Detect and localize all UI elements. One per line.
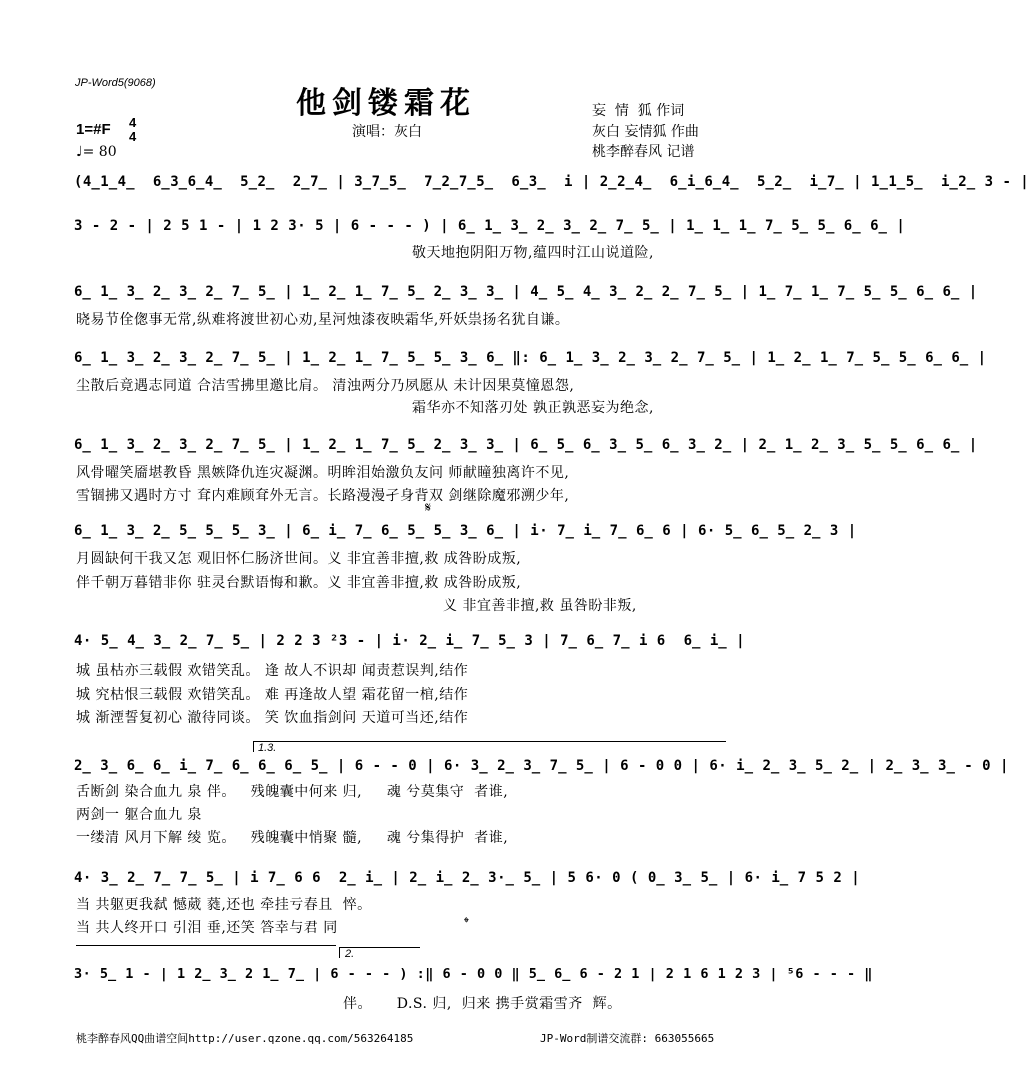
time-signature-bottom: 4 [129, 129, 137, 144]
song-title: 他剑镂霜花 [296, 86, 476, 121]
lyric-line-9-2: 当 共人终开口 引泪 垂,还笑 答幸与君 同 [76, 920, 338, 936]
composer-credit: 灰白 妄情狐 作曲 [592, 124, 699, 140]
footer-right: JP-Word制谱交流群: 663055665 [540, 1032, 715, 1045]
lyric-line-4-2: 霜华亦不知落刃处 孰正孰恶妄为绝念, [412, 400, 654, 416]
coda-sign: 𝄌 [464, 915, 469, 931]
volta-label-second: 2. [345, 948, 355, 960]
lyric-line-6-3: 义 非宜善非擅,救 虽咎盼非叛, [443, 598, 637, 614]
notation-line-8: 2̲ 3̲ 6̲ 6̲ i̲ 7̲ 6̲ 6̲ 6̲ 5̲ | 6 - - 0 | 6· 3̲ 2̲ 3̲ 7̲ 5̲ | 6 - 0 0 | 6· i̲ 2̲ 3̲ 5̲ 2̲ | 2̲ 3̲ 3̲ - 0 | [74, 758, 1009, 774]
volta-bracket-first [253, 741, 726, 752]
transcriber-credit: 桃李醉春风 记谱 [592, 144, 695, 160]
key-signature: 1=#F [76, 121, 111, 138]
lyric-line-9-1: 当 共躯更我弑 憾葳 蕤,还也 牵挂亏春且 悴。 [76, 897, 372, 913]
lyric-line-10-1: 伴。 D.S. 归, 归来 携手赏霜雪齐 辉。 [343, 996, 622, 1012]
lyric-line-6-1: 月圆缺何干我又怎 观旧怀仁肠济世间。义 非宜善非擅,救 成咎盼成叛, [76, 551, 522, 567]
lyric-line-7-1: 城 虽枯亦三载假 欢错笑乱。 逢 故人不识却 闻责惹误判,结作 [76, 663, 469, 679]
lyricist-credit: 妄 情 狐 作词 [592, 103, 685, 119]
notation-line-9: 4· 3̲ 2̲ 7̲ 7̲ 5̲ | i 7̲ 6 6 2̲ i̲ | 2̲ i̲ 2̲ 3·̲ 5̲ | 5 6· 0 ( 0̲ 3̲ 5̲ | 6· i̲ 7 5 2 | [74, 870, 861, 886]
notation-line-1: (4̲1̲4̲ 6̲3̲6̲4̲ 5̲2̲ 2̲7̲ | 3̲7̲5̲ 7̲2̲7̲5̲ 6̲3̲ i | 2̲2̲4̲ 6̲i̲6̲4̲ 5̲2̲ i̲7̲ | 1̲1̲5̲ i̲2̲ 3 - | [74, 174, 1029, 190]
lyric-line-4-1: 尘散后竟遇志同道 合洁雪拂里邀比肩。 清浊两分乃夙愿从 未计因果莫憧恩怨, [76, 378, 575, 394]
notation-line-5: 6̲ 1̲ 3̲ 2̲ 3̲ 2̲ 7̲ 5̲ | 1̲ 2̲ 1̲ 7̲ 5̲ 2̲ 3̲ 3̲ | 6̲ 5̲ 6̲ 3̲ 5̲ 6̲ 3̲ 2̲ | 2̲ 1̲ 2̲ 3̲ 5̲ 5̲ 6̲ 6̲ | [74, 437, 978, 453]
notation-line-3: 6̲ 1̲ 3̲ 2̲ 3̲ 2̲ 7̲ 5̲ | 1̲ 2̲ 1̲ 7̲ 5̲ 2̲ 3̲ 3̲ | 4̲ 5̲ 4̲ 3̲ 2̲ 2̲ 7̲ 5̲ | 1̲ 7̲ 1̲ 7̲ 5̲ 5̲ 6̲ 6̲ | [74, 284, 978, 300]
notation-line-4: 6̲ 1̲ 3̲ 2̲ 3̲ 2̲ 7̲ 5̲ | 1̲ 2̲ 1̲ 7̲ 5̲ 5̲ 3̲ 6̲ ‖: 6̲ 1̲ 3̲ 2̲ 3̲ 2̲ 7̲ 5̲ | 1̲ 2̲ 1̲ 7̲ 5̲ 5̲ 6̲ 6̲ | [74, 350, 987, 366]
lyric-line-5-2: 雪锢拂又遇时方寸 耷内难顾耷外无言。长路漫漫孑身背双 剑继除魔邪溯少年, [76, 488, 570, 504]
lyric-line-8-1: 舌断剑 染合血九 泉 伴。 残魄囊中何来 归, 魂 兮莫集守 者谁, [76, 784, 509, 800]
notation-line-10: 3· 5̲ 1 - | 1 2̲ 3̲ 2 1̲ 7̲ | 6 - - - ) :‖ 6 - 0 0 ‖ 5̲ 6̲ 6 - 2 1 | 2 1 6 1 2 3 | ⁵6 - - - ‖ [74, 966, 873, 982]
lyric-line-3-1: 晓易节佺偬事无常,纵难将渡世初心劝,星河烛漆夜映霜华,歼妖祟扬名犹自谦。 [76, 312, 570, 328]
notation-line-2: 3 - 2 - | 2 5 1 - | 1 2 3· 5 | 6 - - - ) | 6̲ 1̲ 3̲ 2̲ 3̲ 2̲ 7̲ 5̲ | 1̲ 1̲ 1̲ 7̲ 5̲ 5̲ 6̲ 6̲ | [74, 218, 906, 234]
volta-label-first: 1.3. [258, 742, 277, 754]
lyric-line-7-2: 城 究枯恨三载假 欢错笑乱。 难 再逢故人望 霜花留一棺,结作 [76, 687, 469, 703]
time-signature-top: 4 [129, 115, 137, 130]
tempo-marking: ♩= 80 [76, 144, 117, 160]
notation-line-7: 4· 5̲ 4̲ 3̲ 2̲ 7̲ 5̲ | 2 2 3 ²3 - | i· 2̲ i̲ 7̲ 5̲ 3 | 7̲ 6̲ 7̲ i 6 6̲ i̲ | [74, 633, 746, 649]
slur-line [76, 945, 336, 946]
lyric-line-7-3: 城 渐湮誓复初心 澈待同谈。 笑 饮血指剑问 天道可当还,结作 [76, 710, 469, 726]
lyric-line-8-3: 一缕清 风月下解 绫 览。 残魄囊中悄聚 髓, 魂 兮集得护 者谁, [76, 830, 509, 846]
singer-credit: 演唱：灰白 [352, 124, 422, 140]
notation-line-6: 6̲ 1̲ 3̲ 2̲ 5̲ 5̲ 5̲ 3̲ | 6̲ i̲ 7̲ 6̲ 5̲ 5̲ 3̲ 6̲ | i· 7̲ i̲ 7̲ 6̲ 6 | 6· 5̲ 6̲ 5̲ 2̲ 3 | [74, 523, 857, 539]
lyric-line-8-2: 两剑一 躯合血九 泉 [76, 807, 202, 823]
lyric-line-2-1: 敬天地抱阴阳万物,蕴四时江山说道险, [412, 245, 654, 261]
software-tag: JP-Word5(9068) [75, 77, 156, 89]
lyric-line-6-2: 伴千朝万暮错非你 驻灵台默语悔和歉。义 非宜善非擅,救 成咎盼成叛, [76, 575, 522, 591]
lyric-line-5-1: 风骨曜笑靥堪教昏 黑嫉降仇连灾凝渊。明眸泪始激负友问 师献瞳独离许不见, [76, 465, 570, 481]
footer-left: 桃李醉春风QQ曲谱空间http://user.qzone.qq.com/563264185 [76, 1032, 414, 1045]
segno-sign: 𝄋 [425, 500, 432, 516]
